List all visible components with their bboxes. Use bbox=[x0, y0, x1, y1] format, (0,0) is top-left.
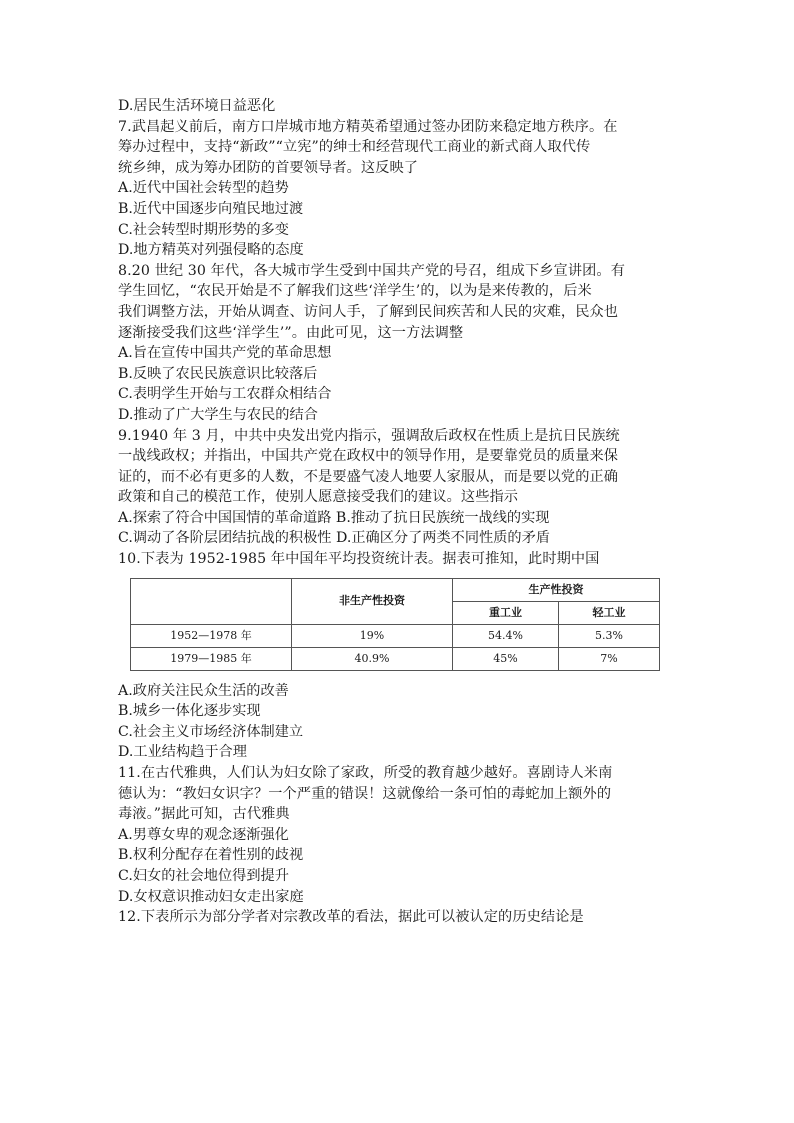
q9-options-cd: C.调动了各阶层团结抗战的积极性 D.正确区分了两类不同性质的矛盾 bbox=[118, 530, 550, 547]
q7-option-a: A.近代中国社会转型的趋势 bbox=[118, 180, 289, 197]
q8-option-c: C.表明学生开始与工农群众相结合 bbox=[118, 386, 332, 403]
cell-nonproductive: 19% bbox=[292, 624, 453, 647]
cell-light-industry: 5.3% bbox=[559, 624, 660, 647]
q11-stem-line: 德认为：“教妇女识字？一个严重的错误！这就像给一条可怕的毒蛇加上额外的 bbox=[118, 785, 612, 802]
cell-nonproductive: 40.9% bbox=[292, 647, 453, 670]
cell-heavy-industry: 45% bbox=[453, 647, 559, 670]
q11-stem-line: 毒液。”据此可知，古代雅典 bbox=[118, 806, 290, 823]
question-9 bbox=[118, 426, 678, 550]
row-period: 1979—1985 年 bbox=[131, 647, 292, 670]
q7-stem-line: 筹办过程中，支持“新政”“立宪”的绅士和经营现代工商业的新式商人取代传 bbox=[118, 139, 591, 156]
q8-stem-line: 我们调整方法，开始从调查、访问人手，了解到民间疾苦和人民的灾难，民众也 bbox=[118, 303, 619, 320]
investment-table bbox=[130, 578, 660, 671]
row-period: 1952—1978 年 bbox=[131, 624, 292, 647]
q11-stem-line: 11.在古代雅典，人们认为妇女除了家政，所受的教育越少越好。喜剧诗人米南 bbox=[118, 765, 613, 782]
q10-option-a: A.政府关注民众生活的改善 bbox=[118, 682, 289, 699]
q8-stem-line: 学生回忆，“农民开始是不了解我们这些‘洋学生’的，以为是来传教的，后米 bbox=[118, 283, 592, 300]
q10-option-b: B.城乡一体化逐步实现 bbox=[118, 703, 261, 720]
q7-option-b: B.近代中国逐步向殖民地过渡 bbox=[118, 200, 304, 217]
q9-stem-line: 政策和自己的模范工作，使别人愿意接受我们的建议。这些指示 bbox=[118, 489, 519, 506]
q9-options-ab: A.探索了符合中国国情的革命道路 B.推动了抗日民族统一战线的实现 bbox=[118, 509, 550, 526]
table-corner-cell bbox=[131, 578, 292, 624]
q7-stem-line: 统乡绅，成为筹办团防的首要领导者。这反映了 bbox=[118, 159, 419, 176]
q11-option-b: B.权利分配存在着性别的歧视 bbox=[118, 847, 304, 864]
q9-stem-line: 一战线政权；并指出，中国共产党在政权中的领导作用，是要靠党员的质量来保 bbox=[118, 448, 619, 465]
q12-stem-line: 12.下表所示为部分学者对宗教改革的看法，据此可以被认定的历史结论是 bbox=[118, 909, 584, 926]
q8-option-d: D.推动了广大学生与农民的结合 bbox=[118, 406, 318, 423]
q10-option-c: C.社会主义市场经济体制建立 bbox=[118, 723, 304, 740]
question-12 bbox=[118, 907, 678, 928]
q7-option-c: C.社会转型时期形势的多变 bbox=[118, 221, 289, 238]
q10-option-d: D.工业结构趋于合理 bbox=[118, 744, 247, 761]
q8-option-a: A.旨在宣传中国共产党的革命思想 bbox=[118, 345, 332, 362]
q6-option-d: D.居民生活环境日益恶化 bbox=[118, 98, 276, 114]
question-10 bbox=[118, 549, 678, 763]
q11-option-c: C.妇女的社会地位得到提升 bbox=[118, 868, 289, 884]
investment-table-wrap bbox=[130, 578, 678, 671]
q9-stem-line: 证的，而不必有更多的人数，不是要盛气凌人地要人家服从，而是要以党的正确 bbox=[118, 468, 619, 485]
q7-option-d: D.地方精英对列强侵略的态度 bbox=[118, 242, 304, 259]
table-row bbox=[131, 624, 660, 647]
header-light-industry: 轻工业 bbox=[559, 601, 660, 624]
cell-heavy-industry: 54.4% bbox=[453, 624, 559, 647]
q8-stem-line: 逐渐接受我们这些‘洋学生’”。由此可见，这一方法调整 bbox=[118, 324, 464, 341]
header-productive: 生产性投资 bbox=[453, 578, 660, 601]
q9-stem-line: 9.1940 年 3 月，中共中央发出党内指示，强调敌后政权在性质上是抗日民族统 bbox=[118, 427, 620, 444]
question-7 bbox=[118, 117, 678, 261]
q7-stem-line: 7.武昌起义前后，南方口岸城市地方精英希望通过签办团防来稳定地方秩序。在 bbox=[118, 118, 618, 135]
header-heavy-industry: 重工业 bbox=[453, 601, 559, 624]
cell-light-industry: 7% bbox=[559, 647, 660, 670]
table-header-row bbox=[131, 578, 660, 601]
header-nonproductive: 非生产性投资 bbox=[292, 578, 453, 624]
table-row bbox=[131, 647, 660, 670]
question-8 bbox=[118, 261, 678, 426]
q8-stem-line: 8.20 世纪 30 年代，各大城市学生受到中国共产党的号召，组成下乡宣讲团。有 bbox=[118, 262, 625, 279]
exam-page bbox=[118, 96, 678, 928]
q11-option-d: D.女权意识推动妇女走出家庭 bbox=[118, 888, 304, 905]
q10-stem-line: 10.下表为 1952-1985 年中国年平均投资统计表。据表可推知，此时期中国 bbox=[118, 551, 600, 568]
question-11 bbox=[118, 763, 678, 907]
q11-option-a: A.男尊女卑的观念逐渐强化 bbox=[118, 826, 289, 843]
q8-option-b: B.反映了农民民族意识比较落后 bbox=[118, 365, 318, 382]
